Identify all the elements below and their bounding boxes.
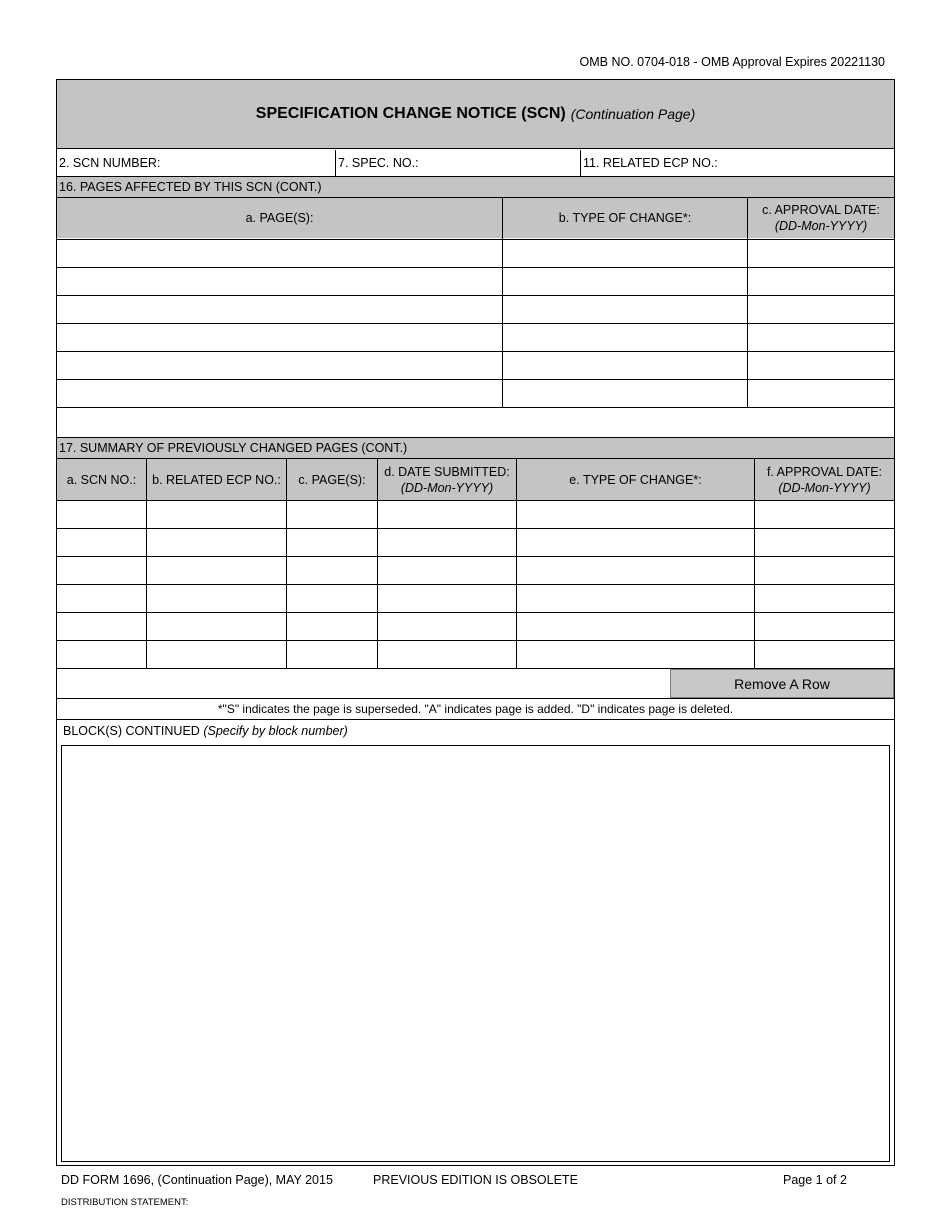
distribution-statement: DISTRIBUTION STATEMENT:	[61, 1197, 189, 1208]
table-row[interactable]	[57, 324, 894, 351]
col-approval-date-17-header	[755, 459, 894, 500]
spec-no-field[interactable]	[335, 150, 580, 176]
col-pages-17-header	[287, 459, 377, 500]
table-row[interactable]	[57, 557, 894, 584]
col-type-of-change-17-header	[517, 459, 754, 500]
table-row[interactable]	[57, 268, 894, 295]
blocks-continued-label	[63, 724, 348, 738]
table-row[interactable]	[57, 529, 894, 556]
col-pages-label: a. PAGE(S):	[245, 211, 314, 225]
section-17-title	[57, 438, 894, 458]
table-row[interactable]	[57, 296, 894, 323]
blocks-label-italic: (Specify by block number)	[203, 724, 348, 738]
col-approval-date-format: (DD-Mon-YYYY)	[774, 219, 868, 233]
table-row[interactable]	[57, 380, 894, 407]
scn-number-label: 2. SCN NUMBER:	[59, 156, 161, 170]
remove-row-button[interactable]: Remove A Row	[670, 669, 894, 698]
obsolete-notice: PREVIOUS EDITION IS OBSOLETE	[373, 1173, 578, 1187]
form-title	[57, 80, 894, 149]
col-type-of-change-label: b. TYPE OF CHANGE*:	[558, 211, 692, 225]
omb-number: OMB NO. 0704-018 - OMB Approval Expires 20221130	[579, 55, 885, 69]
section-16-title-text: 16. PAGES AFFECTED BY THIS SCN (CONT.)	[59, 180, 322, 194]
form-number: DD FORM 1696, (Continuation Page), MAY 2015	[61, 1173, 333, 1187]
table-row[interactable]	[57, 641, 894, 668]
page-number: Page 1 of 2	[783, 1173, 847, 1187]
blocks-continued-textarea[interactable]	[61, 745, 890, 1162]
spec-no-label: 7. SPEC. NO.:	[338, 156, 419, 170]
related-ecp-label: 11. RELATED ECP NO.:	[583, 156, 718, 170]
col-approval-date-17-label: f. APPROVAL DATE:	[766, 464, 883, 479]
title-bold: SPECIFICATION CHANGE NOTICE (SCN)	[255, 105, 566, 122]
col-date-submitted-format: (DD-Mon-YYYY)	[400, 480, 494, 495]
col-approval-date-header	[748, 198, 894, 238]
col-scn-no-label: a. SCN NO.:	[66, 472, 137, 487]
title-italic: (Continuation Page)	[570, 106, 696, 122]
col-approval-date-label: c. APPROVAL DATE:	[762, 203, 880, 217]
related-ecp-field[interactable]	[580, 150, 894, 176]
table-row[interactable]	[57, 352, 894, 379]
col-scn-no-header	[57, 459, 146, 500]
col-related-ecp-header	[147, 459, 286, 500]
col-date-submitted-header	[378, 459, 516, 500]
col-pages-17-label: c. PAGE(S):	[298, 472, 366, 487]
change-type-note: *"S" indicates the page is superseded. "A" indicates page is added. "D" indicates page is deleted.	[217, 702, 734, 716]
table-row[interactable]	[57, 501, 894, 528]
col-type-of-change-17-label: e. TYPE OF CHANGE*:	[569, 472, 702, 487]
table-row[interactable]	[57, 613, 894, 640]
col-pages-header	[57, 198, 502, 238]
col-type-of-change-header	[503, 198, 747, 238]
col-related-ecp-label: b. RELATED ECP NO.:	[152, 472, 281, 487]
section-16-title	[57, 177, 894, 197]
section-17-title-text: 17. SUMMARY OF PREVIOUSLY CHANGED PAGES (CONT.)	[59, 441, 408, 455]
scn-number-field[interactable]	[57, 150, 335, 176]
table-row[interactable]	[57, 240, 894, 267]
table-row[interactable]	[57, 585, 894, 612]
blocks-label-text: BLOCK(S) CONTINUED	[63, 724, 200, 738]
col-approval-date-17-format: (DD-Mon-YYYY)	[778, 480, 871, 495]
col-date-submitted-label: d. DATE SUBMITTED:	[384, 464, 510, 479]
